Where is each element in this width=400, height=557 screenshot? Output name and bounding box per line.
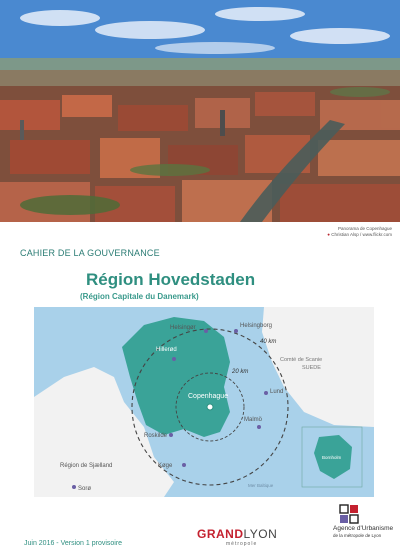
helsingborg-dot (234, 329, 238, 333)
copenhague-dot (207, 404, 213, 410)
soro-dot (72, 485, 76, 489)
label-soro: Sorø (78, 486, 92, 492)
label-40km: 40 km (260, 339, 277, 345)
label-helsingborg: Helsingborg (240, 323, 273, 329)
photo-caption (327, 226, 392, 238)
label-koge: Køge (158, 463, 173, 469)
grandlyon-logo-lyon: LYON (243, 527, 278, 541)
document-kicker: CAHIER DE LA GOUVERNANCE (20, 248, 160, 258)
document-title: Région Hovedstaden (86, 270, 256, 289)
lund-dot (264, 391, 268, 395)
agence-line1: Agence d'Urbanisme (333, 525, 394, 532)
label-hillerod: Hillerød (156, 347, 177, 353)
region-map-svg (34, 307, 374, 497)
label-malmo: Malmö (244, 417, 263, 423)
photo-caption-title: Panorama de Copenhague (337, 226, 392, 231)
document-subtitle: (Région Capitale du Danemark) (80, 292, 199, 301)
grandlyon-logo (197, 527, 277, 541)
agence-urbanisme-text (333, 525, 393, 539)
footer-date: Juin 2016 - Version 1 provisoire (24, 540, 123, 547)
cover-photo (0, 0, 400, 222)
label-lund: Lund (270, 389, 284, 395)
label-comte-scanie: Comté de Scanie (280, 357, 323, 363)
photo-caption-credit-text: Christian Alsp / www.flickr.com (331, 232, 392, 237)
agence-urbanisme-logo-icon (338, 503, 360, 525)
roskilde-dot (169, 433, 173, 437)
hillerod-dot (172, 357, 176, 361)
agence-line2: de la métropole de Lyon (333, 533, 382, 538)
label-copenhague: Copenhague (188, 393, 229, 400)
koge-dot (182, 463, 186, 467)
grandlyon-logo-grand: GRAND (197, 527, 244, 541)
footer-date-text: Juin 2016 (24, 540, 55, 547)
malmo-dot (257, 425, 261, 429)
credit-dot-icon: ● (327, 232, 330, 237)
label-helsingor: Helsingør (170, 325, 196, 331)
label-mer: Mer Baltique (248, 483, 274, 488)
label-roskilde: Roskilde (144, 433, 168, 439)
label-20km: 20 km (232, 369, 249, 375)
grandlyon-logo-subtitle: métropole (226, 541, 258, 547)
footer-version-text: Version 1 provisoire (60, 540, 123, 547)
region-map (34, 307, 374, 497)
label-bornholm: Bornholm (322, 455, 342, 460)
label-sjaelland: Région de Sjælland (60, 463, 113, 469)
helsingor-dot (204, 329, 208, 333)
cover-photo-illustration (0, 0, 400, 222)
photo-caption-credit (327, 232, 392, 238)
label-suede: SUEDE (302, 365, 321, 371)
